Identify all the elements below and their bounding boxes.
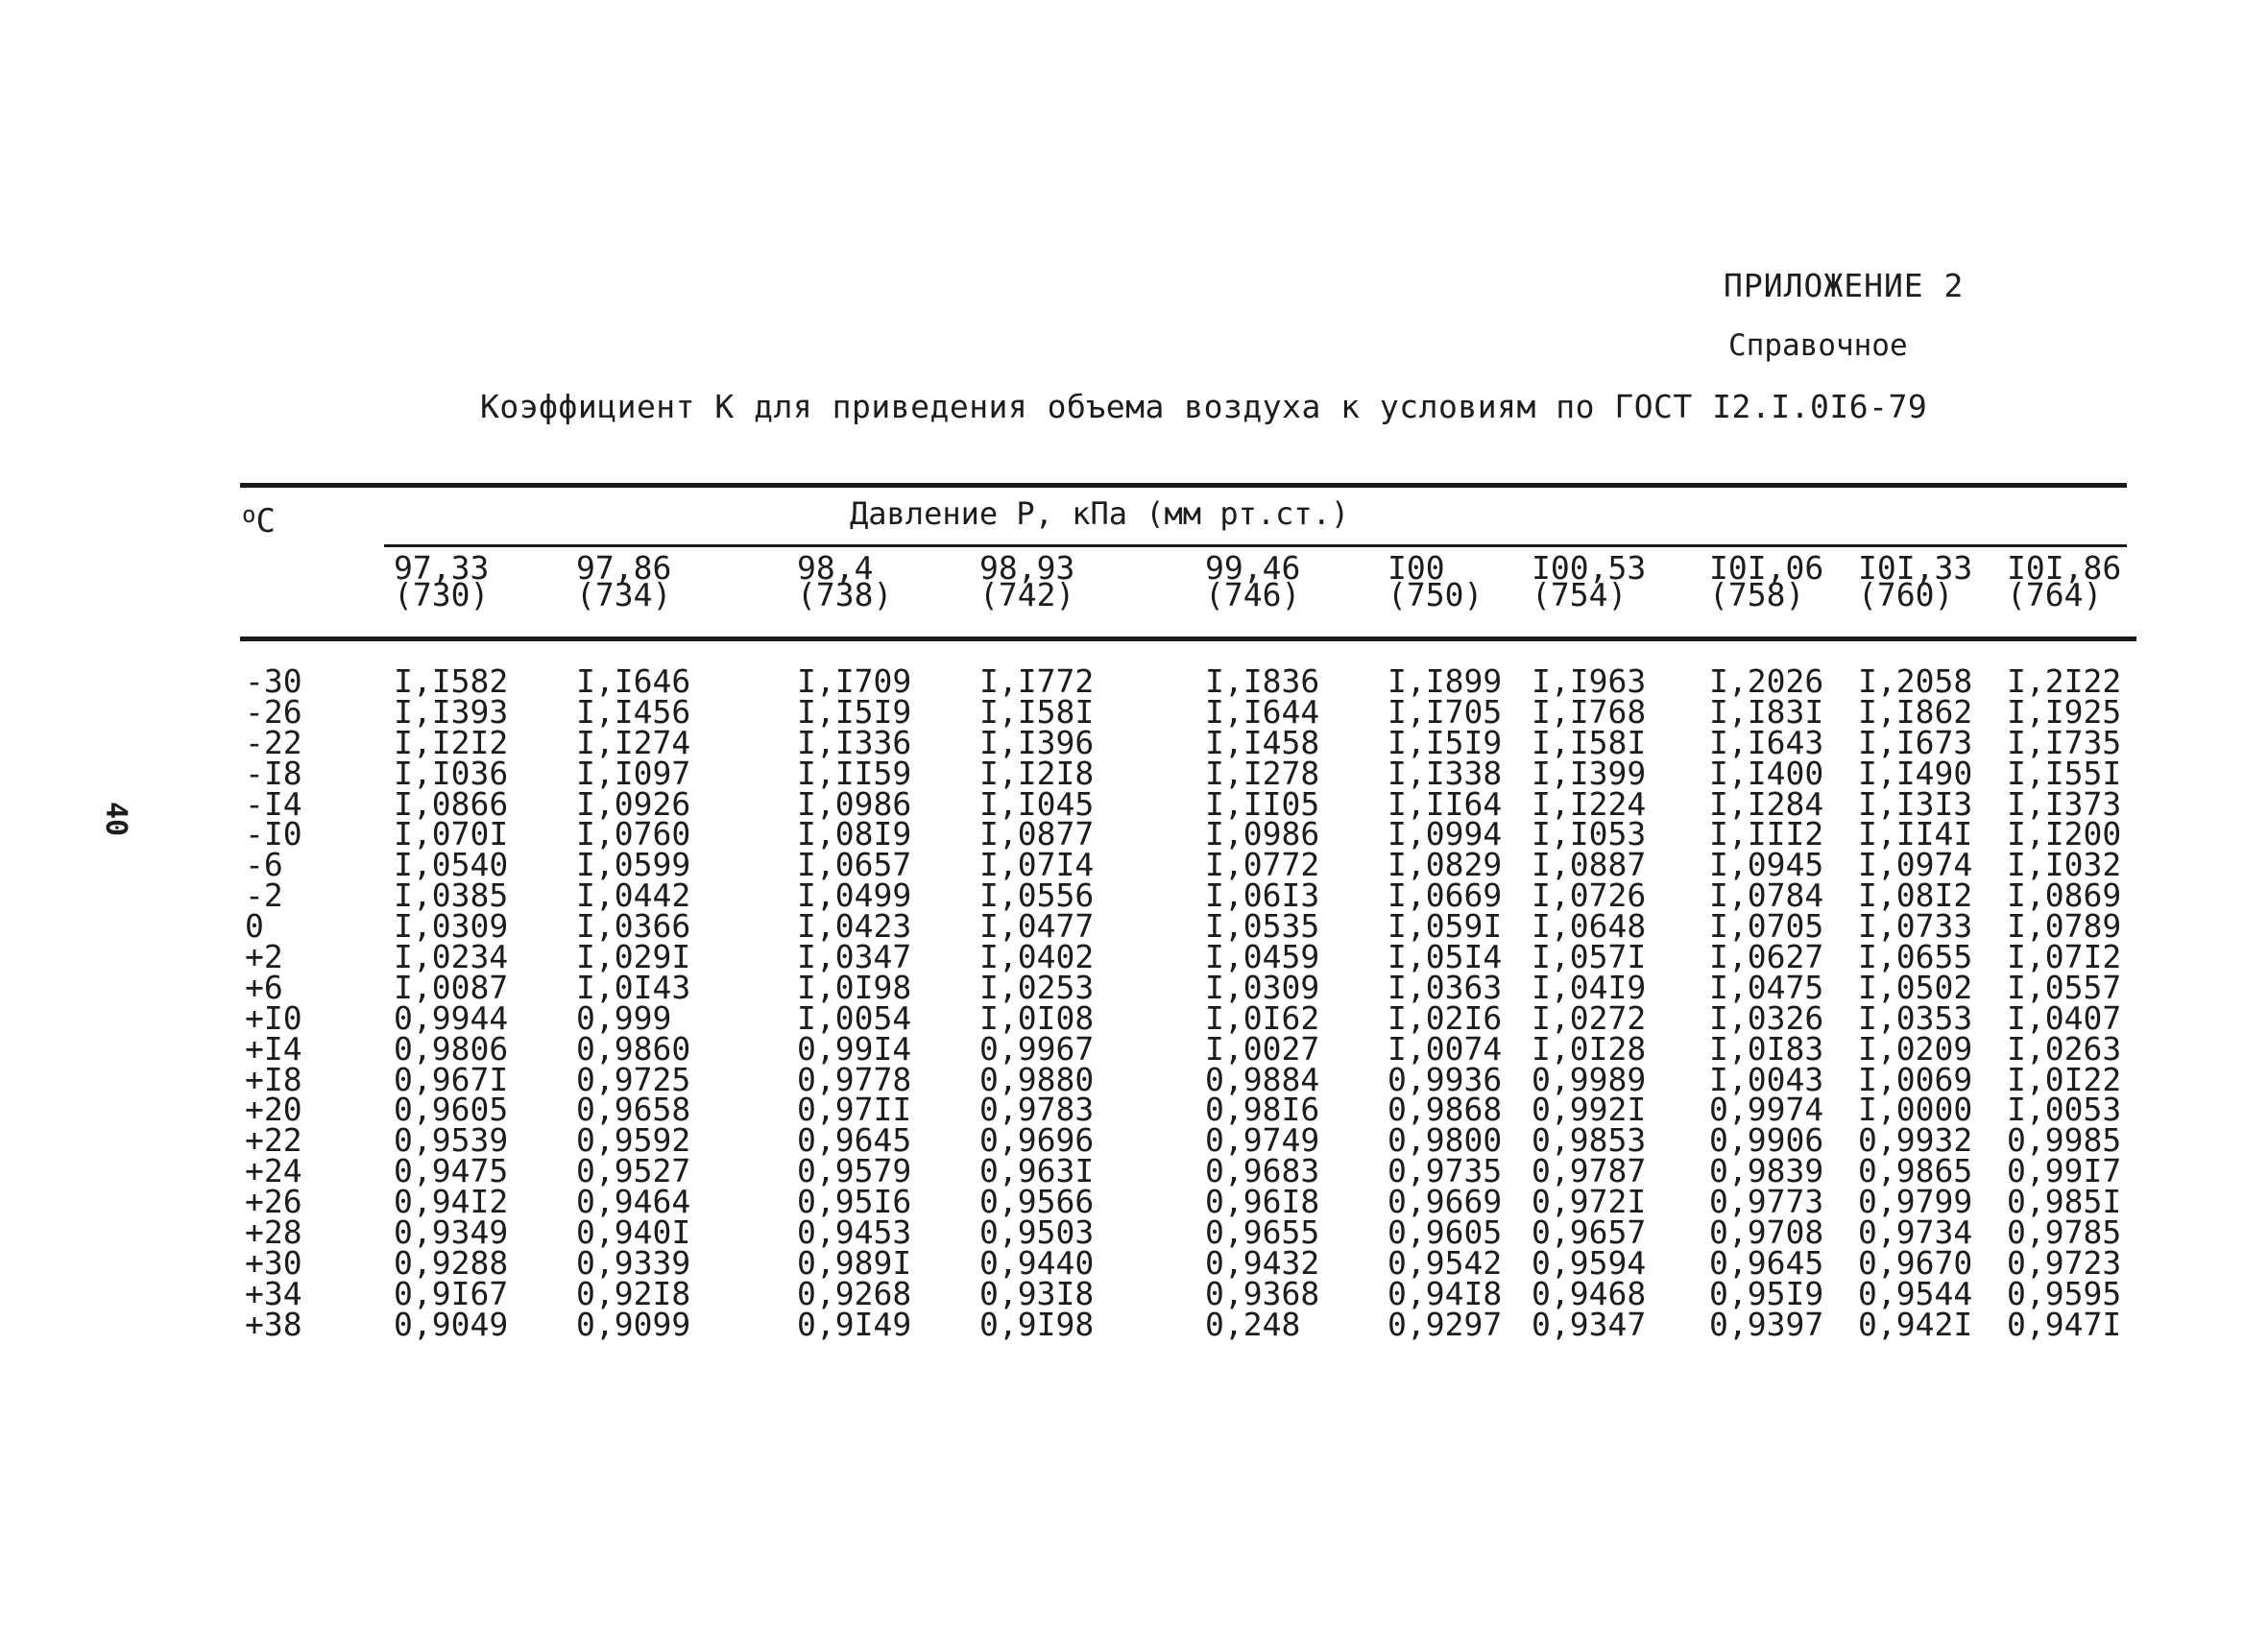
column-header-kpa: I00: [1387, 549, 1445, 587]
table-cell: 0,9432: [1205, 1243, 1320, 1282]
table-cell: 0,9453: [797, 1213, 912, 1252]
table-cell: 0,9594: [1532, 1243, 1647, 1282]
table-cell: 0,248: [1205, 1305, 1301, 1343]
data-column: [2007, 662, 2122, 1343]
table-cell: I,I644: [1205, 692, 1320, 731]
table-cell: I,0669: [1387, 877, 1503, 915]
temperature-cell: +24: [245, 1152, 302, 1190]
table-cell: I,0556: [979, 877, 1095, 915]
table-cell: I,0986: [797, 784, 912, 823]
column-header-mmhg: (764): [2007, 576, 2103, 613]
table-cell: 0,9783: [979, 1091, 1095, 1129]
column-header-mmhg: (760): [1858, 576, 1954, 613]
table-cell: 0,9605: [1387, 1213, 1503, 1252]
table-cell: 0,9475: [394, 1152, 509, 1190]
appendix-label: ПРИЛОЖЕНИЕ 2: [1724, 267, 1965, 304]
table-cell: I,I5I9: [797, 692, 912, 731]
table-cell: 0,9865: [1858, 1152, 1973, 1190]
table-cell: I,0459: [1205, 938, 1320, 976]
table-cell: I,0655: [1858, 938, 1973, 976]
temperature-cell: +38: [245, 1305, 302, 1343]
temperature-cell: -2: [245, 877, 283, 915]
temperature-cell: 0: [245, 907, 264, 946]
table-cell: I,02I6: [1387, 998, 1503, 1037]
column-header-kpa: I00,53: [1532, 549, 1647, 587]
table-cell: 0,9544: [1858, 1274, 1973, 1312]
table-cell: I,I643: [1709, 723, 1824, 761]
table-cell: I,0926: [576, 784, 691, 823]
data-column: [1532, 662, 1647, 1343]
column-header-mmhg: (730): [394, 576, 490, 613]
table-cell: 0,94I8: [1387, 1274, 1503, 1312]
table-cell: 0,9749: [1205, 1121, 1320, 1160]
table-cell: 0,9800: [1387, 1121, 1503, 1160]
table-cell: 0,9347: [1532, 1305, 1647, 1343]
table-cell: I,I278: [1205, 754, 1320, 792]
table-cell: I,0627: [1709, 938, 1824, 976]
table-cell: 0,9723: [2007, 1243, 2122, 1282]
table-cell: I,0705: [1709, 907, 1824, 946]
table-cell: I,0657: [797, 846, 912, 884]
table-cell: 0,9592: [576, 1121, 691, 1160]
table-cell: I,I836: [1205, 662, 1320, 700]
column-header: [797, 549, 893, 613]
table-cell: I,0733: [1858, 907, 1973, 946]
column-header: [576, 549, 672, 613]
table-cell: I,I55I: [2007, 754, 2122, 792]
table-cell: 0,9985: [2007, 1121, 2122, 1160]
table-cell: I,I2I8: [979, 754, 1095, 792]
table-cell: 0,95I6: [797, 1183, 912, 1221]
column-header-mmhg: (750): [1387, 576, 1484, 613]
table-cell: I,0784: [1709, 877, 1824, 915]
table-cell: 0,9785: [2007, 1213, 2122, 1252]
table-cell: 0,9735: [1387, 1152, 1503, 1190]
table-cell: 0,972I: [1532, 1183, 1647, 1221]
reference-label: Справочное: [1728, 328, 1908, 363]
table-cell: 0,9906: [1709, 1121, 1824, 1160]
column-header-mmhg: (734): [576, 576, 672, 613]
table-cell: 0,942I: [1858, 1305, 1973, 1343]
table-cell: 0,9579: [797, 1152, 912, 1190]
table-cell: I,0726: [1532, 877, 1647, 915]
table-cell: I,0866: [394, 784, 509, 823]
table-cell: 0,9I67: [394, 1274, 509, 1312]
table-cell: I,0069: [1858, 1060, 1973, 1098]
data-column: [576, 662, 691, 1343]
table-cell: I,0869: [2007, 877, 2122, 915]
table-cell: 0,9967: [979, 1029, 1095, 1068]
column-header-kpa: 97,86: [576, 549, 672, 587]
table-cell: I,0I22: [2007, 1060, 2122, 1098]
temperature-cell: +22: [245, 1121, 302, 1160]
unit-text: C: [255, 502, 276, 540]
table-cell: 0,9539: [394, 1121, 509, 1160]
data-column: [1387, 662, 1503, 1343]
table-cell: I,I200: [2007, 815, 2122, 853]
table-cell: I,I045: [979, 784, 1095, 823]
table-cell: I,057I: [1532, 938, 1647, 976]
data-column: [797, 662, 912, 1343]
temperature-cell: +2: [245, 938, 283, 976]
table-cell: I,I646: [576, 662, 691, 700]
table-cell: 0,9I49: [797, 1305, 912, 1343]
table-cell: I,II4I: [1858, 815, 1973, 853]
table-cell: I,0648: [1532, 907, 1647, 946]
table-cell: 0,95I9: [1709, 1274, 1824, 1312]
table-cell: 0,9974: [1709, 1091, 1824, 1129]
table-cell: 0,9884: [1205, 1060, 1320, 1098]
column-header: [394, 549, 490, 613]
table-cell: I,0475: [1709, 968, 1824, 1006]
temperature-cell: -22: [245, 723, 302, 761]
table-cell: I,0I62: [1205, 998, 1320, 1037]
table-cell: 0,9936: [1387, 1060, 1503, 1098]
table-cell: I,I768: [1532, 692, 1647, 731]
table-cell: 0,989I: [797, 1243, 912, 1282]
table-cell: I,2058: [1858, 662, 1973, 700]
table-cell: I,II05: [1205, 784, 1320, 823]
table-cell: 0,9773: [1709, 1183, 1824, 1221]
table-cell: 0,99I7: [2007, 1152, 2122, 1190]
table-cell: 0,992I: [1532, 1091, 1647, 1129]
table-cell: I,05I4: [1387, 938, 1503, 976]
column-header: [1205, 549, 1301, 613]
table-cell: I,0353: [1858, 998, 1973, 1037]
table-cell: I,0347: [797, 938, 912, 976]
table-cell: I,I224: [1532, 784, 1647, 823]
table-cell: I,0209: [1858, 1029, 1973, 1068]
table-cell: I,0402: [979, 938, 1095, 976]
table-cell: I,I58I: [1532, 723, 1647, 761]
table-cell: I,0054: [797, 998, 912, 1037]
table-cell: 0,9696: [979, 1121, 1095, 1160]
temperature-cell: +28: [245, 1213, 302, 1252]
table-cell: I,0974: [1858, 846, 1973, 884]
table-cell: I,I396: [979, 723, 1095, 761]
table-cell: I,0309: [1205, 968, 1320, 1006]
table-cell: 0,96I8: [1205, 1183, 1320, 1221]
table-cell: 0,9787: [1532, 1152, 1647, 1190]
table-cell: I,I097: [576, 754, 691, 792]
table-cell: 0,9468: [1532, 1274, 1647, 1312]
table-cell: I,I963: [1532, 662, 1647, 700]
table-cell: I,I284: [1709, 784, 1824, 823]
table-cell: I,0887: [1532, 846, 1647, 884]
table-cell: I,0043: [1709, 1060, 1824, 1098]
table-cell: 0,9932: [1858, 1121, 1973, 1160]
table-cell: I,0263: [2007, 1029, 2122, 1068]
table-cell: I,I399: [1532, 754, 1647, 792]
table-cell: 0,9725: [576, 1060, 691, 1098]
table-cell: 0,9645: [1709, 1243, 1824, 1282]
temperature-cell: +34: [245, 1274, 302, 1312]
temperature-cell: -I8: [245, 754, 302, 792]
table-cell: I,I735: [2007, 723, 2122, 761]
table-cell: 0,9734: [1858, 1213, 1973, 1252]
table-cell: I,I338: [1387, 754, 1503, 792]
temperature-cell: +I0: [245, 998, 302, 1037]
table-cell: I,0053: [2007, 1091, 2122, 1129]
column-header: [979, 549, 1075, 613]
temperature-cell: +I8: [245, 1060, 302, 1098]
table-cell: I,I336: [797, 723, 912, 761]
table-cell: I,0I08: [979, 998, 1095, 1037]
table-cell: I,I3I3: [1858, 784, 1973, 823]
table-cell: I,0I43: [576, 968, 691, 1006]
column-header: [1532, 549, 1647, 613]
table-cell: I,I582: [394, 662, 509, 700]
temperature-cell: +I4: [245, 1029, 302, 1068]
table-cell: 0,9049: [394, 1305, 509, 1343]
table-cell: 0,9397: [1709, 1305, 1824, 1343]
table-cell: 0,9868: [1387, 1091, 1503, 1129]
table-header-rule: [384, 544, 2127, 547]
table-cell: I,0994: [1387, 815, 1503, 853]
table-cell: 0,9708: [1709, 1213, 1824, 1252]
column-header-kpa: I0I,06: [1709, 549, 1824, 587]
data-column: [1709, 662, 1824, 1343]
table-cell: I,0I98: [797, 968, 912, 1006]
table-cell: I,0I28: [1532, 1029, 1647, 1068]
table-cell: I,I393: [394, 692, 509, 731]
table-cell: 0,9503: [979, 1213, 1095, 1252]
table-cell: I,0423: [797, 907, 912, 946]
column-header: [1858, 549, 1973, 613]
page-number: 40: [99, 802, 133, 837]
table-cell: 0,9268: [797, 1274, 912, 1312]
temperature-cell: -I4: [245, 784, 302, 823]
table-cell: I,0877: [979, 815, 1095, 853]
table-cell: I,I83I: [1709, 692, 1824, 731]
table-cell: I,0829: [1387, 846, 1503, 884]
table-cell: I,I673: [1858, 723, 1973, 761]
table-cell: I,0945: [1709, 846, 1824, 884]
table-cell: 0,9339: [576, 1243, 691, 1282]
table-cell: I,I053: [1532, 815, 1647, 853]
table-cell: I,0499: [797, 877, 912, 915]
table-cell: I,III2: [1709, 815, 1824, 853]
table-cell: I,0986: [1205, 815, 1320, 853]
temperature-cell: -30: [245, 662, 302, 700]
table-cell: 0,9799: [1858, 1183, 1973, 1221]
table-cell: 0,9944: [394, 998, 509, 1037]
temperature-cell: +20: [245, 1091, 302, 1129]
table-cell: I,0326: [1709, 998, 1824, 1037]
pressure-header: Давление P, кПа (мм рт.ст.): [850, 495, 1350, 532]
table-cell: I,0000: [1858, 1091, 1973, 1129]
data-column: [979, 662, 1095, 1343]
table-cell: 0,999: [576, 998, 672, 1037]
table-cell: I,08I9: [797, 815, 912, 853]
table-cell: I,2I22: [2007, 662, 2122, 700]
column-header-kpa: I0I,86: [2007, 549, 2122, 587]
table-cell: I,0253: [979, 968, 1095, 1006]
table-cell: 0,9683: [1205, 1152, 1320, 1190]
table-cell: 0,9860: [576, 1029, 691, 1068]
table-cell: 0,9605: [394, 1091, 509, 1129]
table-cell: I,0789: [2007, 907, 2122, 946]
table-cell: I,029I: [576, 938, 691, 976]
column-header-mmhg: (758): [1709, 576, 1805, 613]
table-cell: I,I925: [2007, 692, 2122, 731]
column-header-kpa: 99,46: [1205, 549, 1301, 587]
table-cell: I,I705: [1387, 692, 1503, 731]
temperature-cell: -26: [245, 692, 302, 731]
table-cell: I,0027: [1205, 1029, 1320, 1068]
column-header-mmhg: (738): [797, 576, 893, 613]
table-cell: I,I899: [1387, 662, 1503, 700]
table-cell: I,06I3: [1205, 877, 1320, 915]
table-cell: 0,97II: [797, 1091, 912, 1129]
table-cell: I,0I83: [1709, 1029, 1824, 1068]
table-cell: I,0272: [1532, 998, 1647, 1037]
table-cell: I,0557: [2007, 968, 2122, 1006]
table-cell: I,I400: [1709, 754, 1824, 792]
table-cell: I,I709: [797, 662, 912, 700]
column-header-mmhg: (746): [1205, 576, 1301, 613]
table-cell: I,I862: [1858, 692, 1973, 731]
table-cell: 0,9806: [394, 1029, 509, 1068]
table-cell: 0,99I4: [797, 1029, 912, 1068]
table-cell: 0,9527: [576, 1152, 691, 1190]
table-cell: I,2026: [1709, 662, 1824, 700]
table-cell: 0,967I: [394, 1060, 509, 1098]
table-cell: I,0540: [394, 846, 509, 884]
table-cell: 0,9853: [1532, 1121, 1647, 1160]
temperature-unit-label: $^o$C: [242, 501, 276, 540]
table-cell: I,I274: [576, 723, 691, 761]
table-cell: 0,9778: [797, 1060, 912, 1098]
table-cell: I,07I2: [2007, 938, 2122, 976]
table-cell: I,0234: [394, 938, 509, 976]
table-cell: I,04I9: [1532, 968, 1647, 1006]
table-cell: 0,9349: [394, 1213, 509, 1252]
table-cell: 0,92I8: [576, 1274, 691, 1312]
table-cell: I,I458: [1205, 723, 1320, 761]
column-header: [2007, 549, 2122, 613]
table-cell: 0,9989: [1532, 1060, 1647, 1098]
column-header-kpa: 98,93: [979, 549, 1075, 587]
table-cell: I,0074: [1387, 1029, 1503, 1068]
table-cell: I,I58I: [979, 692, 1095, 731]
document-title: Коэффициент K для приведения объема воздуха к условиям по ГОСТ I2.I.0I6-79: [480, 388, 1928, 425]
table-cell: I,0363: [1387, 968, 1503, 1006]
table-cell: I,08I2: [1858, 877, 1973, 915]
table-cell: 0,9099: [576, 1305, 691, 1343]
table-cell: 0,9670: [1858, 1243, 1973, 1282]
data-column: [394, 662, 509, 1343]
temperature-cell: +30: [245, 1243, 302, 1282]
table-cell: 0,9297: [1387, 1305, 1503, 1343]
table-cell: 0,9880: [979, 1060, 1095, 1098]
table-cell: 0,940I: [576, 1213, 691, 1252]
table-cell: I,0477: [979, 907, 1095, 946]
table-cell: 0,93I8: [979, 1274, 1095, 1312]
table-cell: I,II59: [797, 754, 912, 792]
table-cell: 0,98I6: [1205, 1091, 1320, 1129]
table-cell: 0,9595: [2007, 1274, 2122, 1312]
column-header-kpa: 98,4: [797, 549, 874, 587]
temperature-cell: -6: [245, 846, 283, 884]
table-cell: I,I772: [979, 662, 1095, 700]
column-header-kpa: I0I,33: [1858, 549, 1973, 587]
table-cell: I,0442: [576, 877, 691, 915]
table-cell: 0,9542: [1387, 1243, 1503, 1282]
table-cell: 0,9645: [797, 1121, 912, 1160]
table-cell: I,0309: [394, 907, 509, 946]
table-cell: I,0407: [2007, 998, 2122, 1037]
column-header-kpa: 97,33: [394, 549, 490, 587]
column-header-mmhg: (754): [1532, 576, 1628, 613]
table-top-rule: [240, 483, 2127, 488]
table-cell: I,070I: [394, 815, 509, 853]
table-cell: 0,9839: [1709, 1152, 1824, 1190]
temperature-cell: +26: [245, 1183, 302, 1221]
table-cell: 0,9440: [979, 1243, 1095, 1282]
table-cell: I,0087: [394, 968, 509, 1006]
column-header: [1387, 549, 1484, 613]
temperature-column: [245, 662, 302, 1343]
table-cell: 0,985I: [2007, 1183, 2122, 1221]
table-cell: I,059I: [1387, 907, 1503, 946]
table-cell: I,I032: [2007, 846, 2122, 884]
table-cell: I,I2I2: [394, 723, 509, 761]
table-cell: I,07I4: [979, 846, 1095, 884]
table-cell: 0,9464: [576, 1183, 691, 1221]
table-cell: I,0760: [576, 815, 691, 853]
column-header-mmhg: (742): [979, 576, 1075, 613]
table-cell: I,0385: [394, 877, 509, 915]
table-cell: I,0599: [576, 846, 691, 884]
data-column: [1205, 662, 1320, 1343]
table-cell: 0,9657: [1532, 1213, 1647, 1252]
table-cell: I,I5I9: [1387, 723, 1503, 761]
table-cell: 0,947I: [2007, 1305, 2122, 1343]
table-cell: I,0502: [1858, 968, 1973, 1006]
temperature-cell: +6: [245, 968, 283, 1006]
data-column: [1858, 662, 1973, 1343]
table-cell: I,II64: [1387, 784, 1503, 823]
table-cell: 0,94I2: [394, 1183, 509, 1221]
table-cell: I,I490: [1858, 754, 1973, 792]
table-cell: 0,9658: [576, 1091, 691, 1129]
table-cell: 0,9669: [1387, 1183, 1503, 1221]
table-cell: 0,9288: [394, 1243, 509, 1282]
table-cell: I,0772: [1205, 846, 1320, 884]
column-header: [1709, 549, 1824, 613]
table-cell: I,I456: [576, 692, 691, 731]
table-cell: I,I036: [394, 754, 509, 792]
table-cell: 0,9368: [1205, 1274, 1320, 1312]
table-cell: 0,963I: [979, 1152, 1095, 1190]
table-cell: I,0366: [576, 907, 691, 946]
table-cell: I,0535: [1205, 907, 1320, 946]
table-cell: 0,9566: [979, 1183, 1095, 1221]
table-cell: I,I373: [2007, 784, 2122, 823]
table-cell: 0,9655: [1205, 1213, 1320, 1252]
table-body-rule: [240, 636, 2136, 641]
temperature-cell: -I0: [245, 815, 302, 853]
table-cell: 0,9I98: [979, 1305, 1095, 1343]
